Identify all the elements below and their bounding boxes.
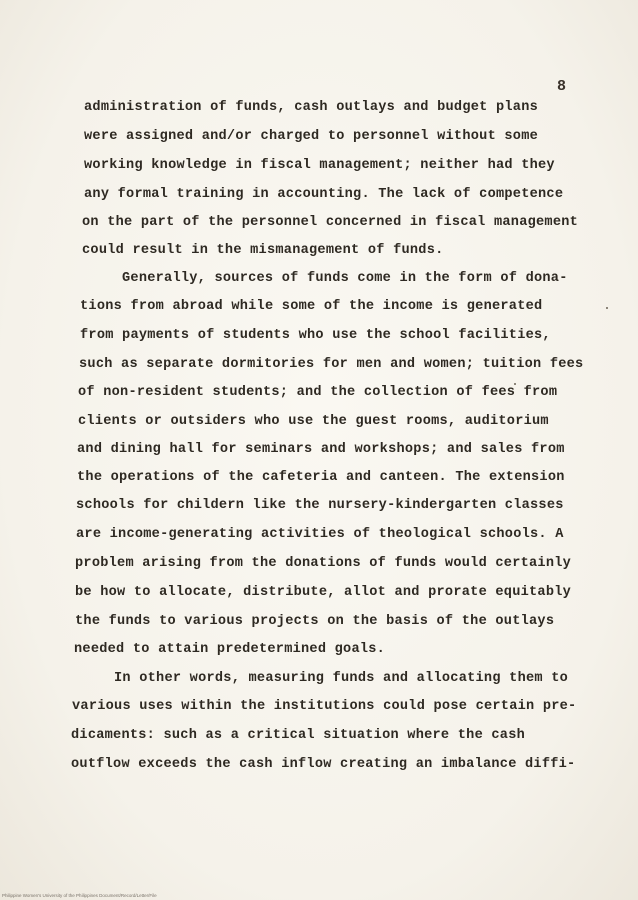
text-line: various uses within the institutions could pose certain pre- xyxy=(72,699,577,714)
text-line: of non-resident students; and the collection of fees from xyxy=(78,385,558,400)
text-line: schools for childern like the nursery-kindergarten classes xyxy=(76,498,564,513)
text-line: are income-generating activities of theological schools. A xyxy=(76,527,564,542)
text-line: the funds to various projects on the basis of the outlays xyxy=(75,614,555,629)
text-line: administration of funds, cash outlays and budget plans xyxy=(84,100,539,115)
text-line: Generally, sources of funds come in the form of dona- xyxy=(122,271,568,286)
text-line: needed to attain predetermined goals. xyxy=(74,642,386,657)
text-line: working knowledge in fiscal management; neither had they xyxy=(84,158,555,173)
text-line: In other words, measuring funds and allocating them to xyxy=(114,671,569,686)
text-line: dicaments: such as a critical situation where the cash xyxy=(71,728,526,743)
text-line: tions from abroad while some of the income is generated xyxy=(80,299,543,314)
footer-archive-label: Philippine Women's University of the Philippines Document/Record/Letter/File xyxy=(2,893,157,898)
text-line: were assigned and/or charged to personnel without some xyxy=(84,129,539,144)
text-line: and dining hall for seminars and workshops; and sales from xyxy=(77,442,565,457)
text-line: outflow exceeds the cash inflow creating an imbalance diffi- xyxy=(71,757,576,772)
text-line: problem arising from the donations of funds would certainly xyxy=(75,556,572,571)
text-line: on the part of the personnel concerned in fiscal management xyxy=(82,215,579,230)
text-line: be how to allocate, distribute, allot and prorate equitably xyxy=(75,585,572,600)
text-line: the operations of the cafeteria and canteen. The extension xyxy=(77,470,565,485)
text-line: from payments of students who use the school facilities, xyxy=(80,328,551,343)
text-line: could result in the mismanagement of funds. xyxy=(82,243,444,258)
text-line: such as separate dormitories for men and women; tuition fees xyxy=(79,357,584,372)
text-line: any formal training in accounting. The lack of competence xyxy=(84,187,564,202)
text-line: clients or outsiders who use the guest rooms, auditorium xyxy=(78,414,549,429)
ink-speck xyxy=(514,383,516,385)
page-number: 8 xyxy=(557,78,567,95)
ink-speck xyxy=(606,307,608,309)
